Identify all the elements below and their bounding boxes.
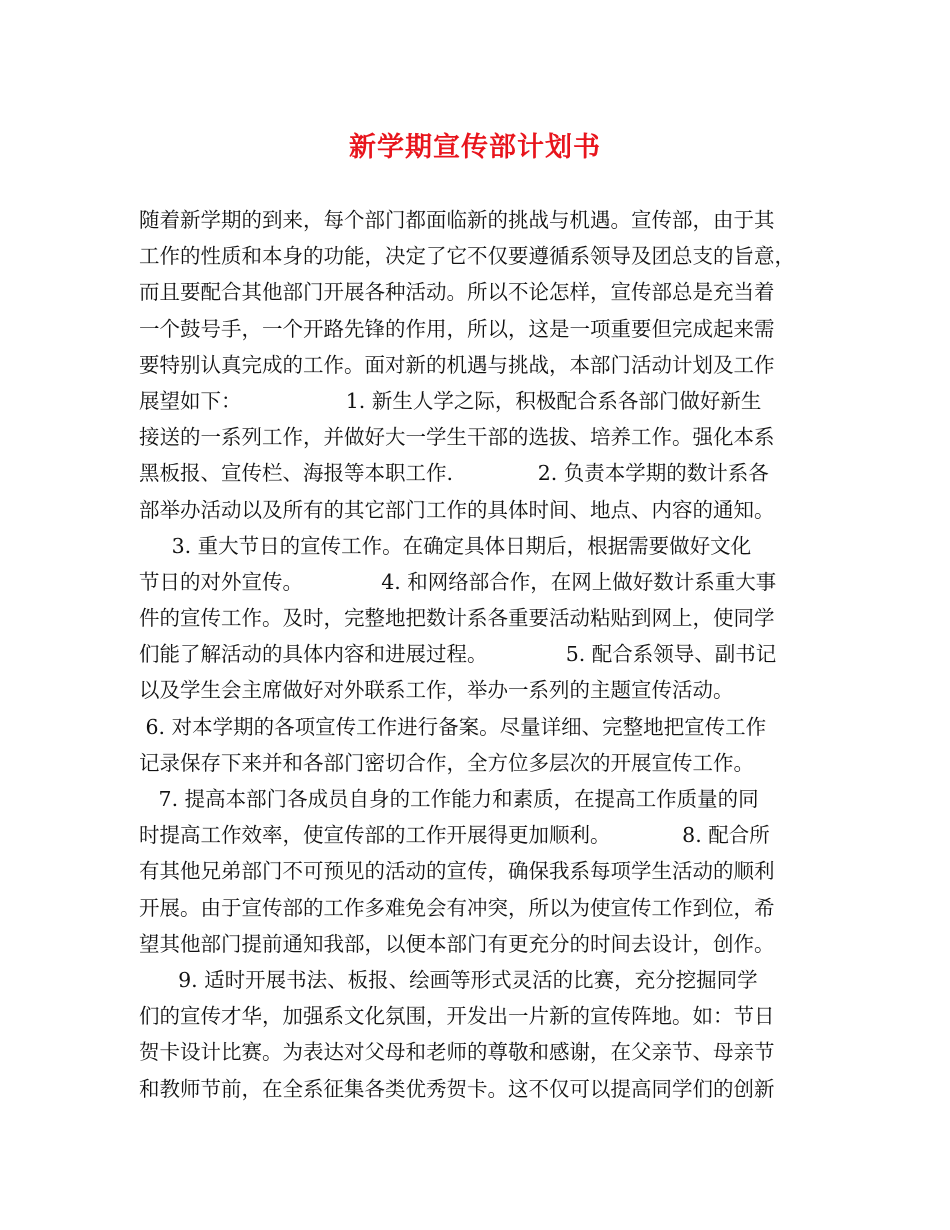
body-line: 记录保存下来并和各部门密切合作，全方位多层次的开展宣传工作。	[139, 750, 754, 775]
body-line: 工作的性质和本身的功能，决定了它不仅要遵循系领导及团总支的旨意，	[139, 244, 795, 269]
body-line: 黑板报、宣传栏、海报等本职工作. 2. 负责本学期的数计系各	[139, 461, 769, 486]
body-line: 有其他兄弟部门不可预见的活动的宣传，确保我系每项学生活动的顺利	[139, 859, 775, 884]
body-line: 6. 对本学期的各项宣传工作进行备案。尽量详细、完整地把宣传工作	[139, 714, 767, 739]
body-line: 接送的一系列工作，并做好大一学生干部的选拔、培养工作。强化本系	[139, 425, 775, 450]
body-line: 件的宣传工作。及时，完整地把数计系各重要活动粘贴到网上，使同学	[139, 606, 775, 631]
body-line: 一个鼓号手，一个开路先锋的作用，所以，这是一项重要但完成起来需	[139, 316, 775, 341]
body-line: 展望如下： 1. 新生人学之际，积极配合系各部门做好新生	[139, 388, 762, 413]
body-line: 节日的对外宣传。 4. 和网络部合作，在网上做好数计系重大事	[139, 569, 777, 594]
document-title: 新学期宣传部计划书	[349, 132, 601, 163]
body-line: 部举办活动以及所有的其它部门工作的具体时间、地点、内容的通知。	[139, 497, 775, 522]
body-line: 望其他部门提前通知我部，以便本部门有更充分的时间去设计，创作。	[139, 931, 775, 956]
body-line: 贺卡设计比赛。为表达对父母和老师的尊敬和感谢，在父亲节、母亲节	[139, 1040, 775, 1065]
body-line: 要特别认真完成的工作。面对新的机遇与挑战，本部门活动计划及工作	[139, 352, 775, 377]
body-line: 而且要配合其他部门开展各种活动。所以不论怎样，宣传部总是充当着	[139, 280, 775, 305]
body-line: 以及学生会主席做好对外联系工作，举办一系列的主题宣传活动。	[139, 678, 734, 703]
document-body	[139, 202, 819, 1107]
body-line: 时提高工作效率，使宣传部的工作开展得更加顺利。 8. 配合所	[139, 823, 770, 848]
body-line: 9. 适时开展书法、板报、绘画等形式灵活的比赛，充分挖掘同学	[139, 967, 758, 992]
body-line: 和教师节前，在全系征集各类优秀贺卡。这不仅可以提高同学们的创新	[139, 1076, 775, 1101]
body-line: 们能了解活动的具体内容和进展过程。 5. 配合系领导、副书记	[139, 642, 777, 667]
body-line: 7. 提高本部门各成员自身的工作能力和素质，在提高工作质量的同	[139, 787, 759, 811]
body-line: 们的宣传才华，加强系文化氛围，开发出一片新的宣传阵地。如：节日	[139, 1004, 775, 1029]
body-line: 3. 重大节日的宣传工作。在确定具体日期后，根据需要做好文化	[139, 533, 752, 558]
body-line: 随着新学期的到来，每个部门都面临新的挑战与机遇。宣传部，由于其	[139, 208, 775, 232]
body-line: 开展。由于宣传部的工作多难免会有冲突，所以为使宣传工作到位，希	[139, 895, 775, 920]
